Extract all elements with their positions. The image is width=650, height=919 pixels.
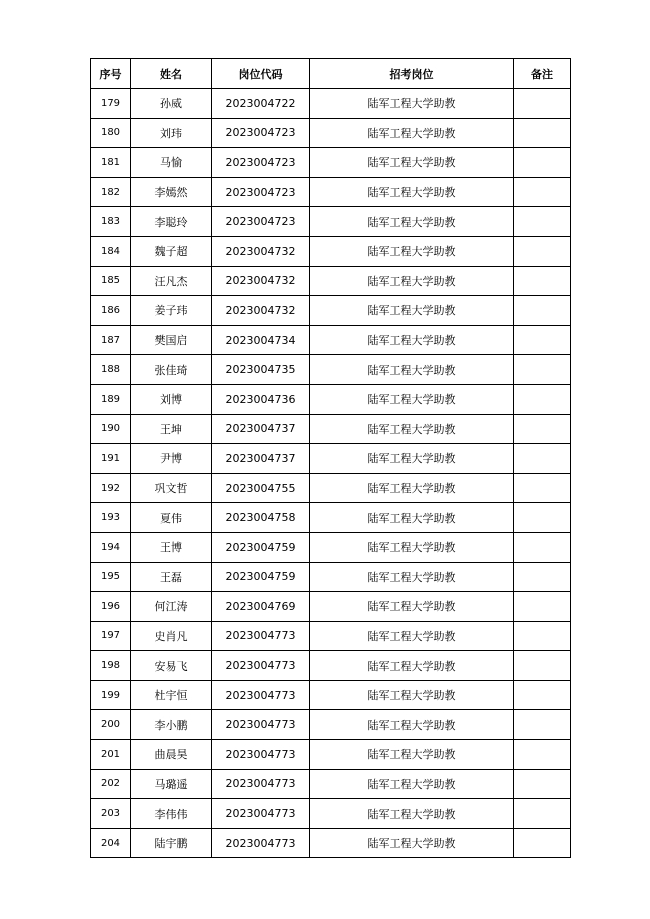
cell-remarks bbox=[514, 799, 571, 829]
cell-serial-number: 193 bbox=[91, 503, 131, 533]
cell-position: 陆军工程大学助教 bbox=[310, 740, 514, 770]
cell-serial-number: 179 bbox=[91, 89, 131, 119]
cell-position: 陆军工程大学助教 bbox=[310, 89, 514, 119]
cell-serial-number: 180 bbox=[91, 118, 131, 148]
table-row bbox=[91, 177, 571, 207]
cell-position: 陆军工程大学助教 bbox=[310, 592, 514, 622]
cell-remarks bbox=[514, 828, 571, 858]
header-name: 姓名 bbox=[131, 59, 212, 89]
cell-remarks bbox=[514, 562, 571, 592]
cell-remarks bbox=[514, 414, 571, 444]
cell-remarks bbox=[514, 680, 571, 710]
cell-position: 陆军工程大学助教 bbox=[310, 118, 514, 148]
table-row bbox=[91, 266, 571, 296]
cell-position: 陆军工程大学助教 bbox=[310, 621, 514, 651]
table-body bbox=[91, 89, 571, 858]
cell-name: 杜宇恒 bbox=[131, 680, 212, 710]
header-position-code: 岗位代码 bbox=[212, 59, 310, 89]
cell-name: 安易飞 bbox=[131, 651, 212, 681]
cell-position: 陆军工程大学助教 bbox=[310, 828, 514, 858]
table-row bbox=[91, 592, 571, 622]
cell-position-code: 2023004773 bbox=[212, 651, 310, 681]
cell-position: 陆军工程大学助教 bbox=[310, 296, 514, 326]
cell-position: 陆军工程大学助教 bbox=[310, 414, 514, 444]
cell-position: 陆军工程大学助教 bbox=[310, 177, 514, 207]
cell-name: 巩文哲 bbox=[131, 473, 212, 503]
cell-serial-number: 196 bbox=[91, 592, 131, 622]
cell-position: 陆军工程大学助教 bbox=[310, 769, 514, 799]
cell-position: 陆军工程大学助教 bbox=[310, 680, 514, 710]
cell-remarks bbox=[514, 296, 571, 326]
cell-serial-number: 186 bbox=[91, 296, 131, 326]
cell-remarks bbox=[514, 148, 571, 178]
table-row bbox=[91, 148, 571, 178]
cell-serial-number: 190 bbox=[91, 414, 131, 444]
cell-name: 夏伟 bbox=[131, 503, 212, 533]
cell-position-code: 2023004737 bbox=[212, 414, 310, 444]
table-row bbox=[91, 562, 571, 592]
cell-position: 陆军工程大学助教 bbox=[310, 207, 514, 237]
cell-serial-number: 202 bbox=[91, 769, 131, 799]
cell-remarks bbox=[514, 236, 571, 266]
table-row bbox=[91, 207, 571, 237]
cell-position: 陆军工程大学助教 bbox=[310, 651, 514, 681]
table-row bbox=[91, 503, 571, 533]
table-row bbox=[91, 799, 571, 829]
cell-name: 李嫣然 bbox=[131, 177, 212, 207]
cell-name: 曲晨昊 bbox=[131, 740, 212, 770]
table-row bbox=[91, 236, 571, 266]
cell-serial-number: 203 bbox=[91, 799, 131, 829]
cell-remarks bbox=[514, 355, 571, 385]
header-serial-number: 序号 bbox=[91, 59, 131, 89]
cell-serial-number: 185 bbox=[91, 266, 131, 296]
cell-position-code: 2023004773 bbox=[212, 769, 310, 799]
cell-name: 李小鹏 bbox=[131, 710, 212, 740]
cell-position: 陆军工程大学助教 bbox=[310, 325, 514, 355]
cell-name: 李聪玲 bbox=[131, 207, 212, 237]
cell-remarks bbox=[514, 651, 571, 681]
table-row bbox=[91, 444, 571, 474]
cell-serial-number: 189 bbox=[91, 384, 131, 414]
cell-name: 汪凡杰 bbox=[131, 266, 212, 296]
cell-position: 陆军工程大学助教 bbox=[310, 355, 514, 385]
cell-position-code: 2023004732 bbox=[212, 236, 310, 266]
cell-name: 姜子玮 bbox=[131, 296, 212, 326]
cell-remarks bbox=[514, 503, 571, 533]
cell-position-code: 2023004773 bbox=[212, 710, 310, 740]
header-position: 招考岗位 bbox=[310, 59, 514, 89]
cell-name: 刘博 bbox=[131, 384, 212, 414]
header-row bbox=[91, 59, 571, 89]
table-row bbox=[91, 325, 571, 355]
cell-remarks bbox=[514, 444, 571, 474]
cell-position-code: 2023004737 bbox=[212, 444, 310, 474]
cell-position: 陆军工程大学助教 bbox=[310, 799, 514, 829]
cell-name: 何江涛 bbox=[131, 592, 212, 622]
cell-position-code: 2023004769 bbox=[212, 592, 310, 622]
cell-name: 樊国启 bbox=[131, 325, 212, 355]
cell-name: 王坤 bbox=[131, 414, 212, 444]
table-row bbox=[91, 118, 571, 148]
table-header bbox=[91, 59, 571, 89]
cell-position-code: 2023004773 bbox=[212, 799, 310, 829]
cell-position-code: 2023004723 bbox=[212, 177, 310, 207]
cell-position-code: 2023004758 bbox=[212, 503, 310, 533]
cell-position-code: 2023004773 bbox=[212, 680, 310, 710]
cell-position-code: 2023004723 bbox=[212, 148, 310, 178]
cell-name: 李伟伟 bbox=[131, 799, 212, 829]
cell-position: 陆军工程大学助教 bbox=[310, 384, 514, 414]
cell-remarks bbox=[514, 621, 571, 651]
cell-name: 张佳琦 bbox=[131, 355, 212, 385]
cell-serial-number: 204 bbox=[91, 828, 131, 858]
cell-name: 史肖凡 bbox=[131, 621, 212, 651]
cell-name: 马愉 bbox=[131, 148, 212, 178]
table-row bbox=[91, 740, 571, 770]
candidate-table bbox=[90, 58, 571, 858]
cell-remarks bbox=[514, 89, 571, 119]
cell-serial-number: 182 bbox=[91, 177, 131, 207]
cell-serial-number: 181 bbox=[91, 148, 131, 178]
cell-position-code: 2023004773 bbox=[212, 828, 310, 858]
cell-position: 陆军工程大学助教 bbox=[310, 236, 514, 266]
table-row bbox=[91, 828, 571, 858]
table-row bbox=[91, 651, 571, 681]
cell-remarks bbox=[514, 207, 571, 237]
cell-remarks bbox=[514, 740, 571, 770]
cell-name: 王磊 bbox=[131, 562, 212, 592]
table-row bbox=[91, 414, 571, 444]
cell-position: 陆军工程大学助教 bbox=[310, 148, 514, 178]
cell-position-code: 2023004773 bbox=[212, 621, 310, 651]
cell-position: 陆军工程大学助教 bbox=[310, 562, 514, 592]
cell-serial-number: 199 bbox=[91, 680, 131, 710]
cell-position: 陆军工程大学助教 bbox=[310, 444, 514, 474]
cell-position-code: 2023004723 bbox=[212, 118, 310, 148]
cell-position-code: 2023004759 bbox=[212, 562, 310, 592]
cell-remarks bbox=[514, 266, 571, 296]
cell-serial-number: 191 bbox=[91, 444, 131, 474]
table-row bbox=[91, 769, 571, 799]
table-row bbox=[91, 473, 571, 503]
document-page bbox=[90, 58, 570, 858]
cell-position-code: 2023004734 bbox=[212, 325, 310, 355]
cell-name: 陆宇鹏 bbox=[131, 828, 212, 858]
table-row bbox=[91, 680, 571, 710]
cell-name: 孙威 bbox=[131, 89, 212, 119]
table-row bbox=[91, 355, 571, 385]
cell-position-code: 2023004732 bbox=[212, 296, 310, 326]
cell-position-code: 2023004755 bbox=[212, 473, 310, 503]
cell-position-code: 2023004723 bbox=[212, 207, 310, 237]
cell-position: 陆军工程大学助教 bbox=[310, 532, 514, 562]
cell-remarks bbox=[514, 769, 571, 799]
cell-name: 魏子超 bbox=[131, 236, 212, 266]
cell-position: 陆军工程大学助教 bbox=[310, 503, 514, 533]
cell-name: 刘玮 bbox=[131, 118, 212, 148]
cell-name: 王博 bbox=[131, 532, 212, 562]
cell-serial-number: 187 bbox=[91, 325, 131, 355]
cell-serial-number: 200 bbox=[91, 710, 131, 740]
table-row bbox=[91, 89, 571, 119]
cell-position: 陆军工程大学助教 bbox=[310, 266, 514, 296]
cell-serial-number: 184 bbox=[91, 236, 131, 266]
cell-remarks bbox=[514, 177, 571, 207]
table-row bbox=[91, 621, 571, 651]
cell-serial-number: 195 bbox=[91, 562, 131, 592]
cell-remarks bbox=[514, 118, 571, 148]
cell-position: 陆军工程大学助教 bbox=[310, 710, 514, 740]
cell-position: 陆军工程大学助教 bbox=[310, 473, 514, 503]
cell-remarks bbox=[514, 710, 571, 740]
cell-remarks bbox=[514, 473, 571, 503]
cell-position-code: 2023004759 bbox=[212, 532, 310, 562]
cell-remarks bbox=[514, 592, 571, 622]
cell-position-code: 2023004736 bbox=[212, 384, 310, 414]
table-row bbox=[91, 532, 571, 562]
cell-serial-number: 201 bbox=[91, 740, 131, 770]
cell-name: 尹博 bbox=[131, 444, 212, 474]
cell-position-code: 2023004773 bbox=[212, 740, 310, 770]
header-remarks: 备注 bbox=[514, 59, 571, 89]
cell-serial-number: 197 bbox=[91, 621, 131, 651]
cell-remarks bbox=[514, 384, 571, 414]
cell-remarks bbox=[514, 532, 571, 562]
table-row bbox=[91, 384, 571, 414]
cell-position-code: 2023004722 bbox=[212, 89, 310, 119]
cell-serial-number: 192 bbox=[91, 473, 131, 503]
cell-name: 马璐遥 bbox=[131, 769, 212, 799]
cell-serial-number: 194 bbox=[91, 532, 131, 562]
cell-position-code: 2023004735 bbox=[212, 355, 310, 385]
cell-serial-number: 198 bbox=[91, 651, 131, 681]
table-row bbox=[91, 710, 571, 740]
cell-position-code: 2023004732 bbox=[212, 266, 310, 296]
cell-serial-number: 183 bbox=[91, 207, 131, 237]
cell-remarks bbox=[514, 325, 571, 355]
table-row bbox=[91, 296, 571, 326]
cell-serial-number: 188 bbox=[91, 355, 131, 385]
